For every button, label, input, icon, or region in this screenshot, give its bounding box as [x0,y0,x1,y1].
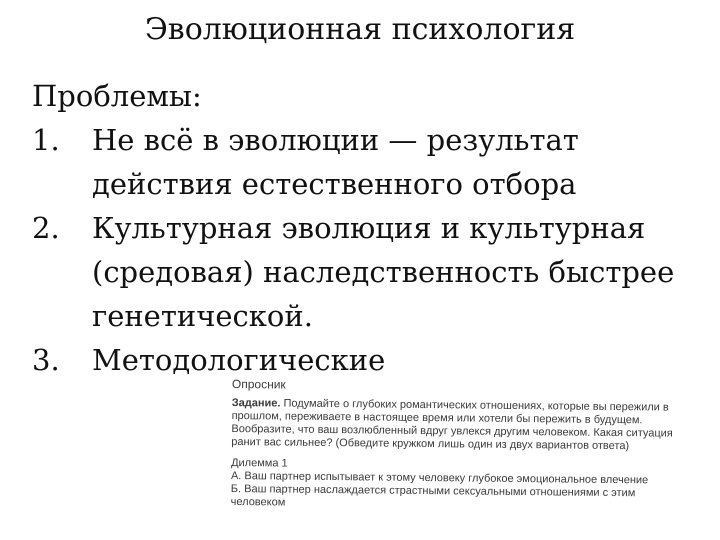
list-item [32,338,680,382]
questionnaire-image [231,378,692,514]
dilemma-title: Дилемма 1 [231,456,288,470]
word: — [388,123,418,157]
word: культурная [469,211,646,245]
word: наследственность [263,255,540,289]
questionnaire-title: Опросник [231,377,286,392]
word: (средовая) [92,255,254,289]
list-item [32,206,680,338]
task-label: Задание. [231,396,281,410]
word: результат [426,123,579,157]
list-item-number: 2. [32,211,60,245]
word: Не [92,123,135,157]
dilemma-option-a: А. Ваш партнер испытывает к этому человеку глубокое эмоциональное влечение [230,469,649,487]
questionnaire-task [231,397,692,454]
problems-list [32,118,680,382]
list-item-line [92,206,680,250]
list-item [32,118,680,206]
word: эволюция [281,211,432,245]
word: эволюции [228,123,380,157]
task-text: Подумайте о глубоких романтических отношениях, которые вы пережили в прошлом, переживаете в настоящее время или хотели бы пережить в будущем. Вообразите, что ваш возлюбленный вдруг увлекся другим человеком. Какая ситуация ранит вас сильнее? (Обведите кружком лишь один из двух вариантов ответа) [231,397,673,453]
word: и [440,211,461,245]
problems-section [32,74,680,382]
problems-heading: Проблемы: [32,79,202,113]
word: в [202,123,219,157]
list-item-line: действия естественного отбора [92,167,577,201]
list-item-line [92,250,680,294]
list-item-line [92,118,680,162]
dilemma-option-b: Б. Ваш партнер наслаждается страстными сексуальными отношениями с этим человеком [230,482,636,509]
slide-title: Эволюционная психология [144,12,576,47]
word: быстрее [548,255,675,289]
list-item-number: 1. [32,123,60,157]
word: Культурная [92,211,273,245]
list-item-line: Методологические [92,343,386,377]
word: всё [143,123,194,157]
list-item-line: генетической. [92,299,313,333]
list-item-number: 3. [32,343,60,377]
